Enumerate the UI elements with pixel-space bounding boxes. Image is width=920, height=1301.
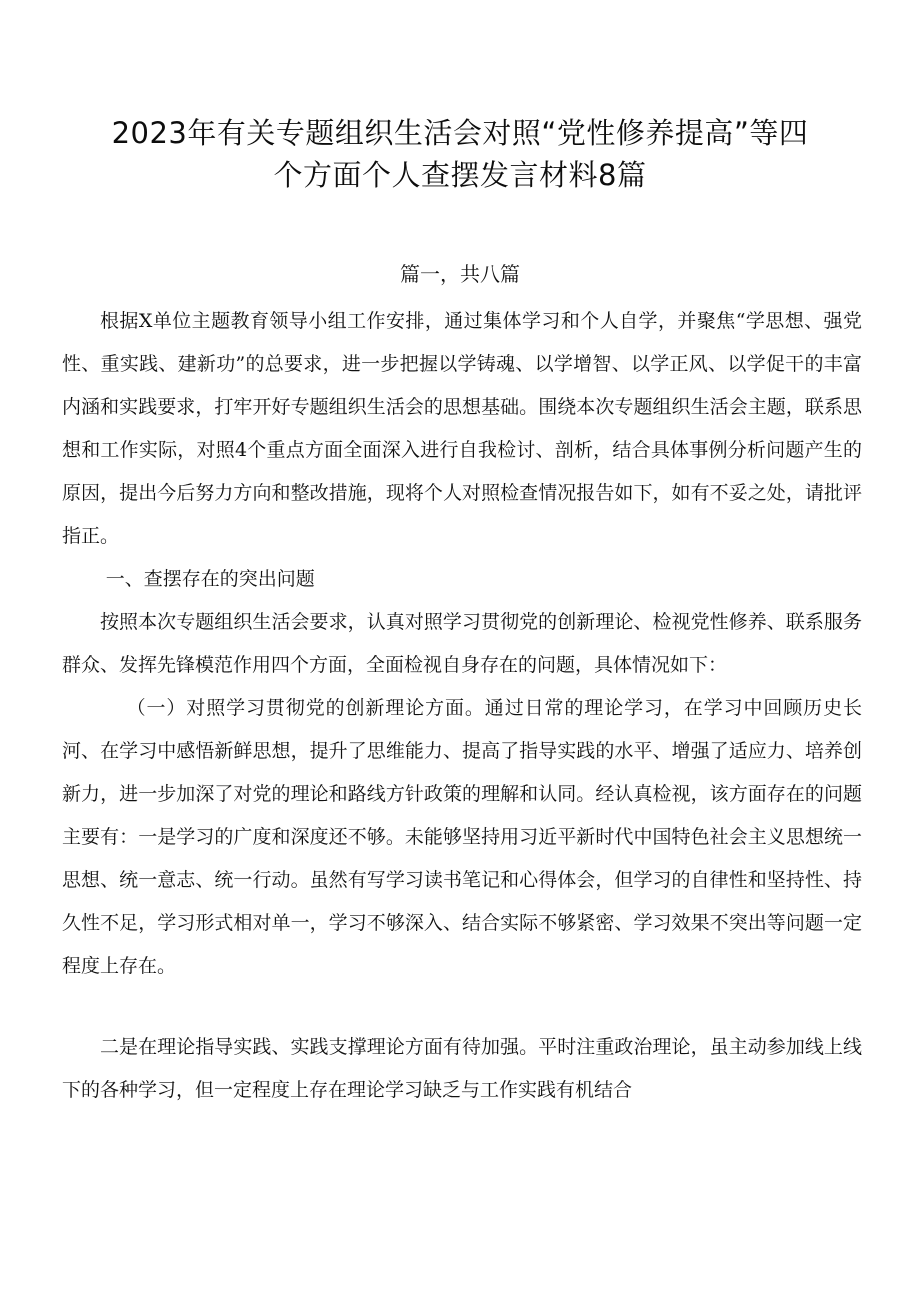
paragraph-item-1: （一）对照学习贯彻党的创新理论方面。通过日常的理论学习，在学习中回顾历史长河、在学习中感悟新鲜思想，提升了思维能力、提高了指导实践的水平、增强了适应力、培养创新力，进一步加深了对党的理论和路线方针政策的理解和认同。经认真检视，该方面存在的问题主要有：一是学习的广度和深度还不够。未能够坚持用习近平新时代中国特色社会主义思想统一思想、统一意志、统一行动。虽然有写学习读书笔记和心得体会，但学习的自律性和坚持性、持久性不足，学习形式相对单一，学习不够深入、结合实际不够紧密、学习效果不突出等问题一定程度上存在。 [62,697,862,977]
title-line-1: 2023年有关专题组织生活会对照“党性修养提高”等四 [111,116,809,150]
paragraph-spacer [62,988,862,1026]
paragraph-intro: 根据X单位主题教育领导小组工作安排，通过集体学习和个人自学，并聚焦“学思想、强党性、重实践、建新功”的总要求，进一步把握以学铸魂、以学增智、以学正风、以学促干的丰富内涵和实践要求，打牢开好专题组织生活会的思想基础。围绕本次专题组织生活会主题，联系思想和工作实际，对照4个重点方面全面深入进行自我检讨、剖析，结合具体事例分析问题产生的原因，提出今后努力方向和整改措施，现将个人对照检查情况报告如下，如有不妥之处，请批评指正。 [62,310,862,547]
document-title [70,112,850,196]
paragraph-item-2: 二是在理论指导实践、实践支撑理论方面有待加强。平时注重政治理论，虽主动参加线上线下的各种学习，但一定程度上存在理论学习缺乏与工作实践有机结合 [62,1036,862,1101]
title-line-2: 个方面个人查摆发言材料8篇 [273,158,647,192]
heading-section-1: 一、查摆存在的突出问题 [105,568,315,590]
document-body [62,300,862,1112]
section-subheading: 篇一，共八篇 [400,262,520,286]
paragraph-requirements: 按照本次专题组织生活会要求，认真对照学习贯彻党的创新理论、检视党性修养、联系服务群众、发挥先锋模范作用四个方面，全面检视自身存在的问题，具体情况如下： [62,611,862,676]
